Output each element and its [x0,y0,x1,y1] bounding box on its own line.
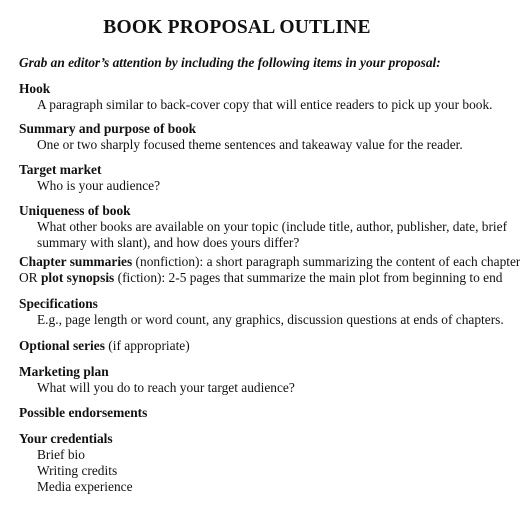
marketing-plan-heading: Marketing plan [19,364,109,379]
section-optional-series [19,338,190,354]
target-market-text: Who is your audience? [37,178,161,193]
section-specifications [19,296,504,328]
intro-text: Grab an editor’s attention by including the following items in your proposal: [19,55,441,70]
section-summary [19,121,463,153]
endorsements-heading: Possible endorsements [19,405,148,420]
hook-heading: Hook [19,81,51,96]
chapter-summaries-line [19,254,520,270]
page-title: BOOK PROPOSAL OUTLINE [103,17,371,38]
optional-series-heading: Optional series [19,338,105,353]
uniqueness-heading: Uniqueness of book [19,203,131,218]
specifications-text: E.g., page length or word count, any graphics, discussion questions at ends of chapters. [37,312,504,327]
uniqueness-text-line2: summary with slant), and how does yours differ? [37,235,300,250]
plot-synopsis-heading: plot synopsis [40,270,115,285]
chapter-summaries-text: (nonfiction): a short paragraph summarizing the content of each chapter [132,254,520,269]
section-endorsements [19,405,147,421]
uniqueness-text-line1: What other books are available on your topic (include title, author, publisher, date, brief [37,219,508,234]
target-market-heading: Target market [19,162,102,177]
hook-text: A paragraph similar to back-cover copy that will entice readers to pick up your book. [37,97,493,112]
specifications-heading: Specifications [19,296,98,311]
section-marketing-plan [19,364,295,396]
credentials-item: Writing credits [37,463,118,478]
section-hook [19,81,493,113]
optional-series-line [19,338,190,354]
chapter-summaries-heading: Chapter summaries [19,254,133,269]
section-uniqueness [19,203,507,251]
plot-synopsis-text: (fiction): 2-5 pages that summarize the main plot from beginning to end [114,270,503,285]
credentials-item: Media experience [37,479,133,494]
section-credentials [19,431,133,495]
plot-synopsis-line [19,270,520,286]
section-target-market [19,162,160,194]
section-chapter-summaries [19,254,520,286]
summary-text: One or two sharply focused theme sentences and takeaway value for the reader. [37,137,463,152]
marketing-plan-text: What will you do to reach your target audience? [37,380,295,395]
credentials-heading: Your credentials [19,431,113,446]
credentials-item: Brief bio [37,447,85,462]
summary-heading: Summary and purpose of book [19,121,197,136]
optional-series-text: (if appropriate) [104,338,190,353]
or-text: OR [19,270,41,285]
